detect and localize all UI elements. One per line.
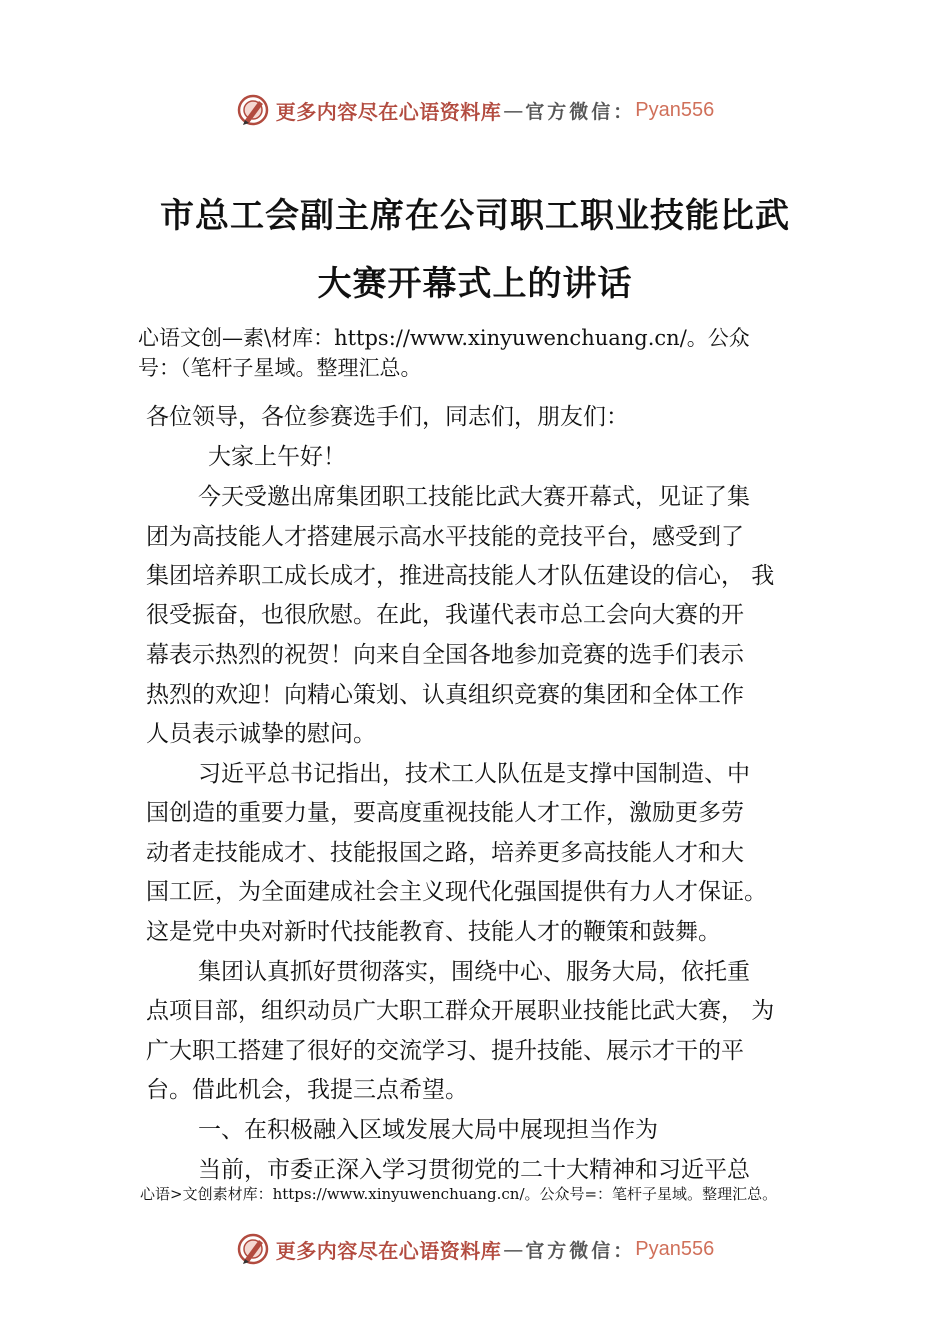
body-line: 集团培养职工成长成才，推进高技能人才队伍建设的信心， 我 xyxy=(146,563,775,589)
pen-logo-icon xyxy=(236,93,270,127)
banner-wechat-id: Pyan556 xyxy=(635,1237,715,1260)
footer-banner xyxy=(0,1232,950,1272)
source-note xyxy=(138,323,838,383)
banner-wechat-label: 官方微信： xyxy=(525,1239,636,1262)
body-line: 台。借此机会，我提三点希望。 xyxy=(146,1077,468,1103)
source-note-line-2: 号：（笔杆子星域。整理汇总。 xyxy=(138,356,422,380)
body-line: 点项目部，组织动员广大职工群众开展职业技能比武大赛， 为 xyxy=(146,998,775,1024)
banner-wechat-id: Pyan556 xyxy=(635,98,715,121)
page-title-line-2: 大赛开幕式上的讲话 xyxy=(317,264,633,304)
body-line: 团为高技能人才搭建展示高水平技能的竞技平台，感受到了 xyxy=(146,524,744,550)
section-heading: 一、在积极融入区域发展大局中展现担当作为 xyxy=(198,1117,658,1143)
page-title-line-1: 市总工会副主席在公司职工职业技能比武 xyxy=(160,196,790,236)
body-line: 国工匠，为全面建成社会主义现代化强国提供有力人才保证。 xyxy=(146,879,767,905)
footer-source-note: 心语>文创素材库：https://www.xinyuwenchuang.cn/。公众号=：笔杆子星域。整理汇总。 xyxy=(140,1185,778,1203)
body-line: 很受振奋，也很欣慰。在此，我谨代表市总工会向大赛的开 xyxy=(146,602,744,628)
banner-dash: — xyxy=(503,1237,524,1261)
body-line: 这是党中央对新时代技能教育、技能人才的鞭策和鼓舞。 xyxy=(146,919,721,945)
source-note-line-1: 心语文创—素\材库：https://www.xinyuwenchuang.cn/。公众 xyxy=(138,326,750,350)
body-line: 国创造的重要力量，要高度重视技能人才工作，激励更多劳 xyxy=(146,800,744,826)
body-line: 动者走技能成才、技能报国之路，培养更多高技能人才和大 xyxy=(146,840,744,866)
body-line: 今天受邀出席集团职工技能比武大赛开幕式，见证了集 xyxy=(198,484,750,510)
header-banner xyxy=(0,93,950,133)
banner-main-text: 更多内容尽在心语资料库 xyxy=(275,1238,502,1263)
banner-main-text: 更多内容尽在心语资料库 xyxy=(275,99,502,124)
body-line: 幕表示热烈的祝贺！向来自全国各地参加竞赛的选手们表示 xyxy=(146,642,744,668)
body-line: 集团认真抓好贯彻落实，围绕中心、服务大局，依托重 xyxy=(198,959,750,985)
body-line: 习近平总书记指出，技术工人队伍是支撑中国制造、中 xyxy=(198,761,750,787)
banner-wechat-label: 官方微信： xyxy=(525,100,636,123)
body-line: 人员表示诚挚的慰问。 xyxy=(146,721,376,747)
banner-dash: — xyxy=(503,98,524,122)
body-line: 大家上午好！ xyxy=(208,444,346,470)
body-line: 热烈的欢迎！向精心策划、认真组织竞赛的集团和全体工作 xyxy=(146,682,744,708)
body-line: 当前，市委正深入学习贯彻党的二十大精神和习近平总 xyxy=(198,1157,750,1183)
pen-logo-icon xyxy=(236,1232,270,1266)
body-line: 广大职工搭建了很好的交流学习、提升技能、展示才干的平 xyxy=(146,1038,744,1064)
body-line: 各位领导，各位参赛选手们，同志们，朋友们： xyxy=(146,404,629,430)
